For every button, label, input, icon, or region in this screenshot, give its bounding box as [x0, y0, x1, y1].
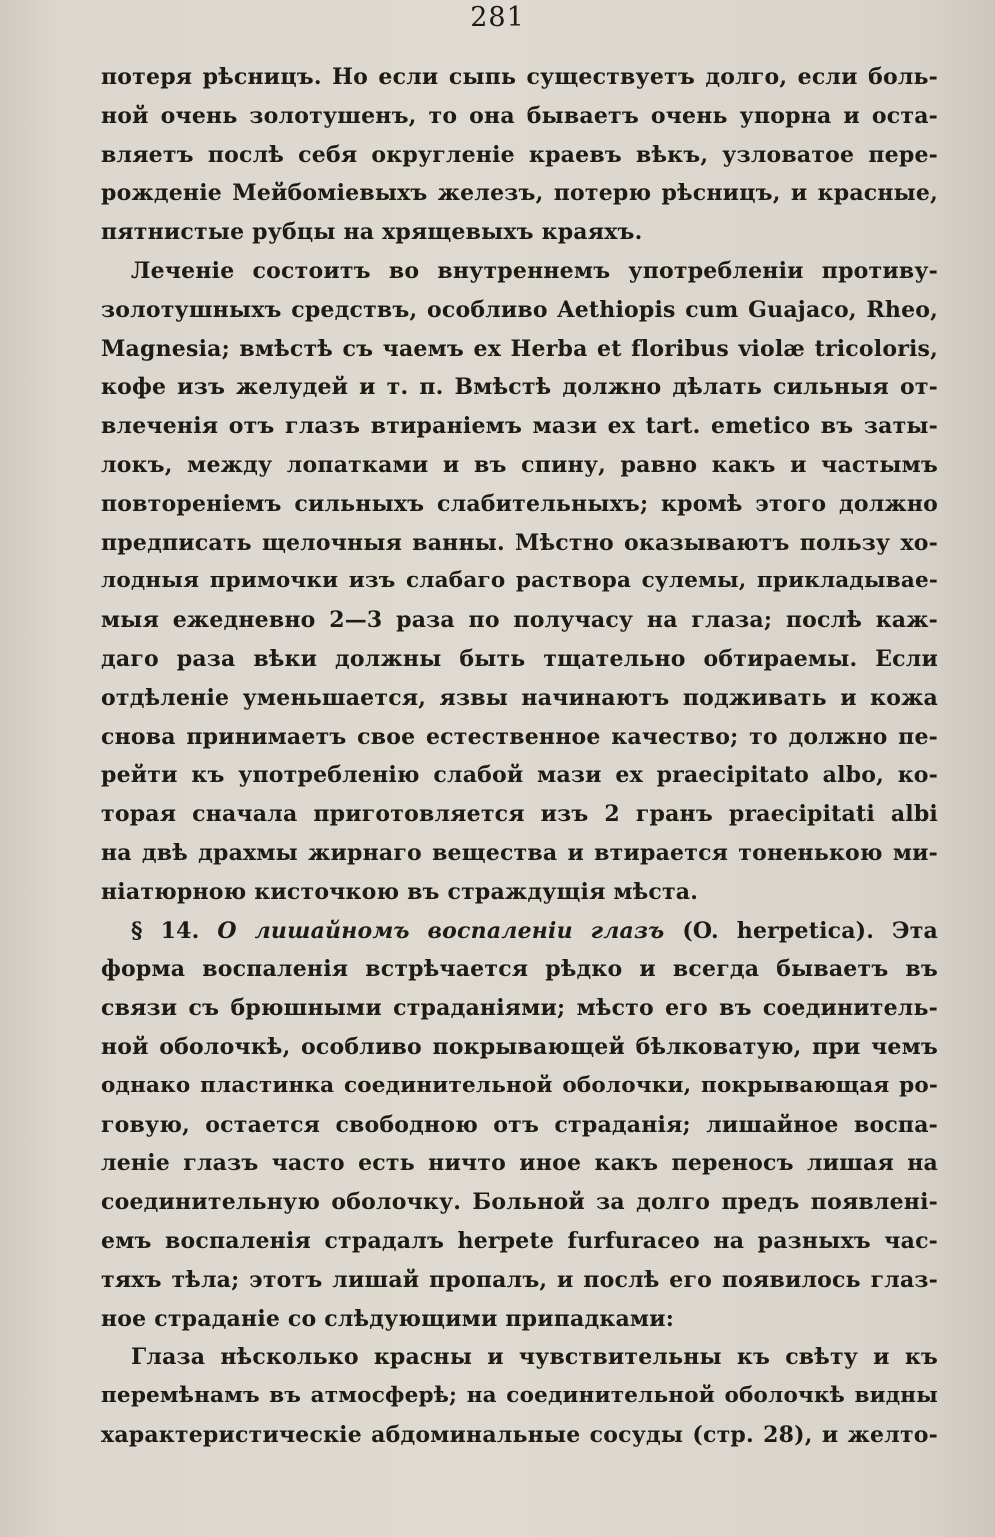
text-line: ніатюрною кисточкою въ страждущія мѣста.: [101, 878, 699, 905]
text-line: пятнистые рубцы на хрящевыхъ краяхъ.: [101, 219, 643, 246]
text-line: ное страданіе со слѣдующими припадками:: [101, 1305, 675, 1332]
text-line: однако пластинка соединительной оболочки, покрывающая ро-: [101, 1072, 938, 1098]
section-heading: [101, 912, 938, 951]
text-line: рожденіе Мейбоміевыхъ железъ, потерю рѣсницъ, и красные,: [101, 180, 938, 207]
text-line: перемѣнамъ въ атмосферѣ; на соединительной оболочкѣ видны: [101, 1383, 938, 1409]
text-line: Леченіе состоитъ во внутреннемъ употребленіи противу-: [131, 257, 938, 284]
text-line: даго раза вѣки должны быть тщательно обтираемы. Если: [101, 645, 938, 672]
text-line: тяхъ тѣла; этотъ лишай пропалъ, и послѣ его появилось глаз-: [101, 1266, 938, 1293]
text-line: соединительную оболочку. Больной за долго предъ появлені-: [101, 1189, 938, 1216]
text-line: локъ, между лопатками и въ спину, равно какъ и частымъ: [101, 451, 938, 478]
text-line: предписать щелочныя ванны. Мѣстно оказываютъ пользу хо-: [101, 529, 938, 556]
text-line: отдѣленіе уменьшается, язвы начинаютъ подживать и кожа: [101, 684, 938, 711]
text-line: связи съ брюшными страданіями; мѣсто его въ соединитель-: [101, 995, 938, 1022]
text-line: потеря рѣсницъ. Но если сыпь существуетъ долго, если боль-: [101, 64, 938, 90]
section-heading-rest: (O. herpetica). Эта: [682, 917, 939, 944]
text-line: рейти къ употребленію слабой мази ex praecipitato albo, ко-: [101, 762, 938, 789]
text-line: ной очень золотушенъ, то она бываетъ очень упорна и оста-: [101, 102, 938, 129]
page-number: 281: [470, 2, 525, 33]
text-line: кофе изъ желудей и т. п. Вмѣстѣ должно дѣлать сильныя от-: [101, 374, 938, 401]
text-line: леніе глазъ часто есть ничто иное какъ переносъ лишая на: [101, 1150, 938, 1177]
text-line: мыя ежедневно 2—3 раза по получасу на глаза; послѣ каж-: [101, 607, 938, 634]
text-line: характеристическіе абдоминальные сосуды (стр. 28), и желто-: [101, 1421, 938, 1448]
text-line: вляетъ послѣ себя округленіе краевъ вѣкъ, узловатое пере-: [101, 141, 938, 168]
section-number: § 14.: [131, 917, 200, 944]
text-line: повтореніемъ сильныхъ слабительныхъ; кромѣ этого должно: [101, 490, 938, 517]
text-line: говую, остается свободною отъ страданія; лишайное воспа-: [101, 1111, 938, 1138]
section-title: О лишайномъ воспаленіи глазъ: [217, 917, 665, 944]
text-line: золотушныхъ средствъ, особливо Aethiopis cum Guajaco, Rheo,: [101, 296, 938, 323]
text-line: Magnesia; вмѣстѣ съ чаемъ ex Herba et floribus violæ tricoloris,: [101, 335, 938, 362]
text-line: снова принимаетъ свое естественное качество; то должно пе-: [101, 723, 938, 750]
text-line: ной оболочкѣ, особливо покрывающей бѣлковатую, при чемъ: [101, 1033, 938, 1060]
text-line: емъ воспаленія страдалъ herpete furfuraceo на разныхъ час-: [101, 1227, 938, 1254]
page-text: [101, 58, 938, 1455]
text-line: торая сначала приготовляется изъ 2 гранъ praecipitati albi: [101, 801, 938, 828]
text-line: Глаза нѣсколько красны и чувствительны къ свѣту и къ: [131, 1344, 938, 1371]
text-line: на двѣ драхмы жирнаго вещества и втирается тоненькою ми-: [101, 839, 938, 866]
text-line: лодныя примочки изъ слабаго раствора сулемы, прикладывае-: [101, 568, 938, 594]
text-line: форма воспаленія встрѣчается рѣдко и всегда бываетъ въ: [101, 956, 938, 983]
text-line: влеченія отъ глазъ втираніемъ мази ex tart. emetico въ заты-: [101, 413, 938, 440]
